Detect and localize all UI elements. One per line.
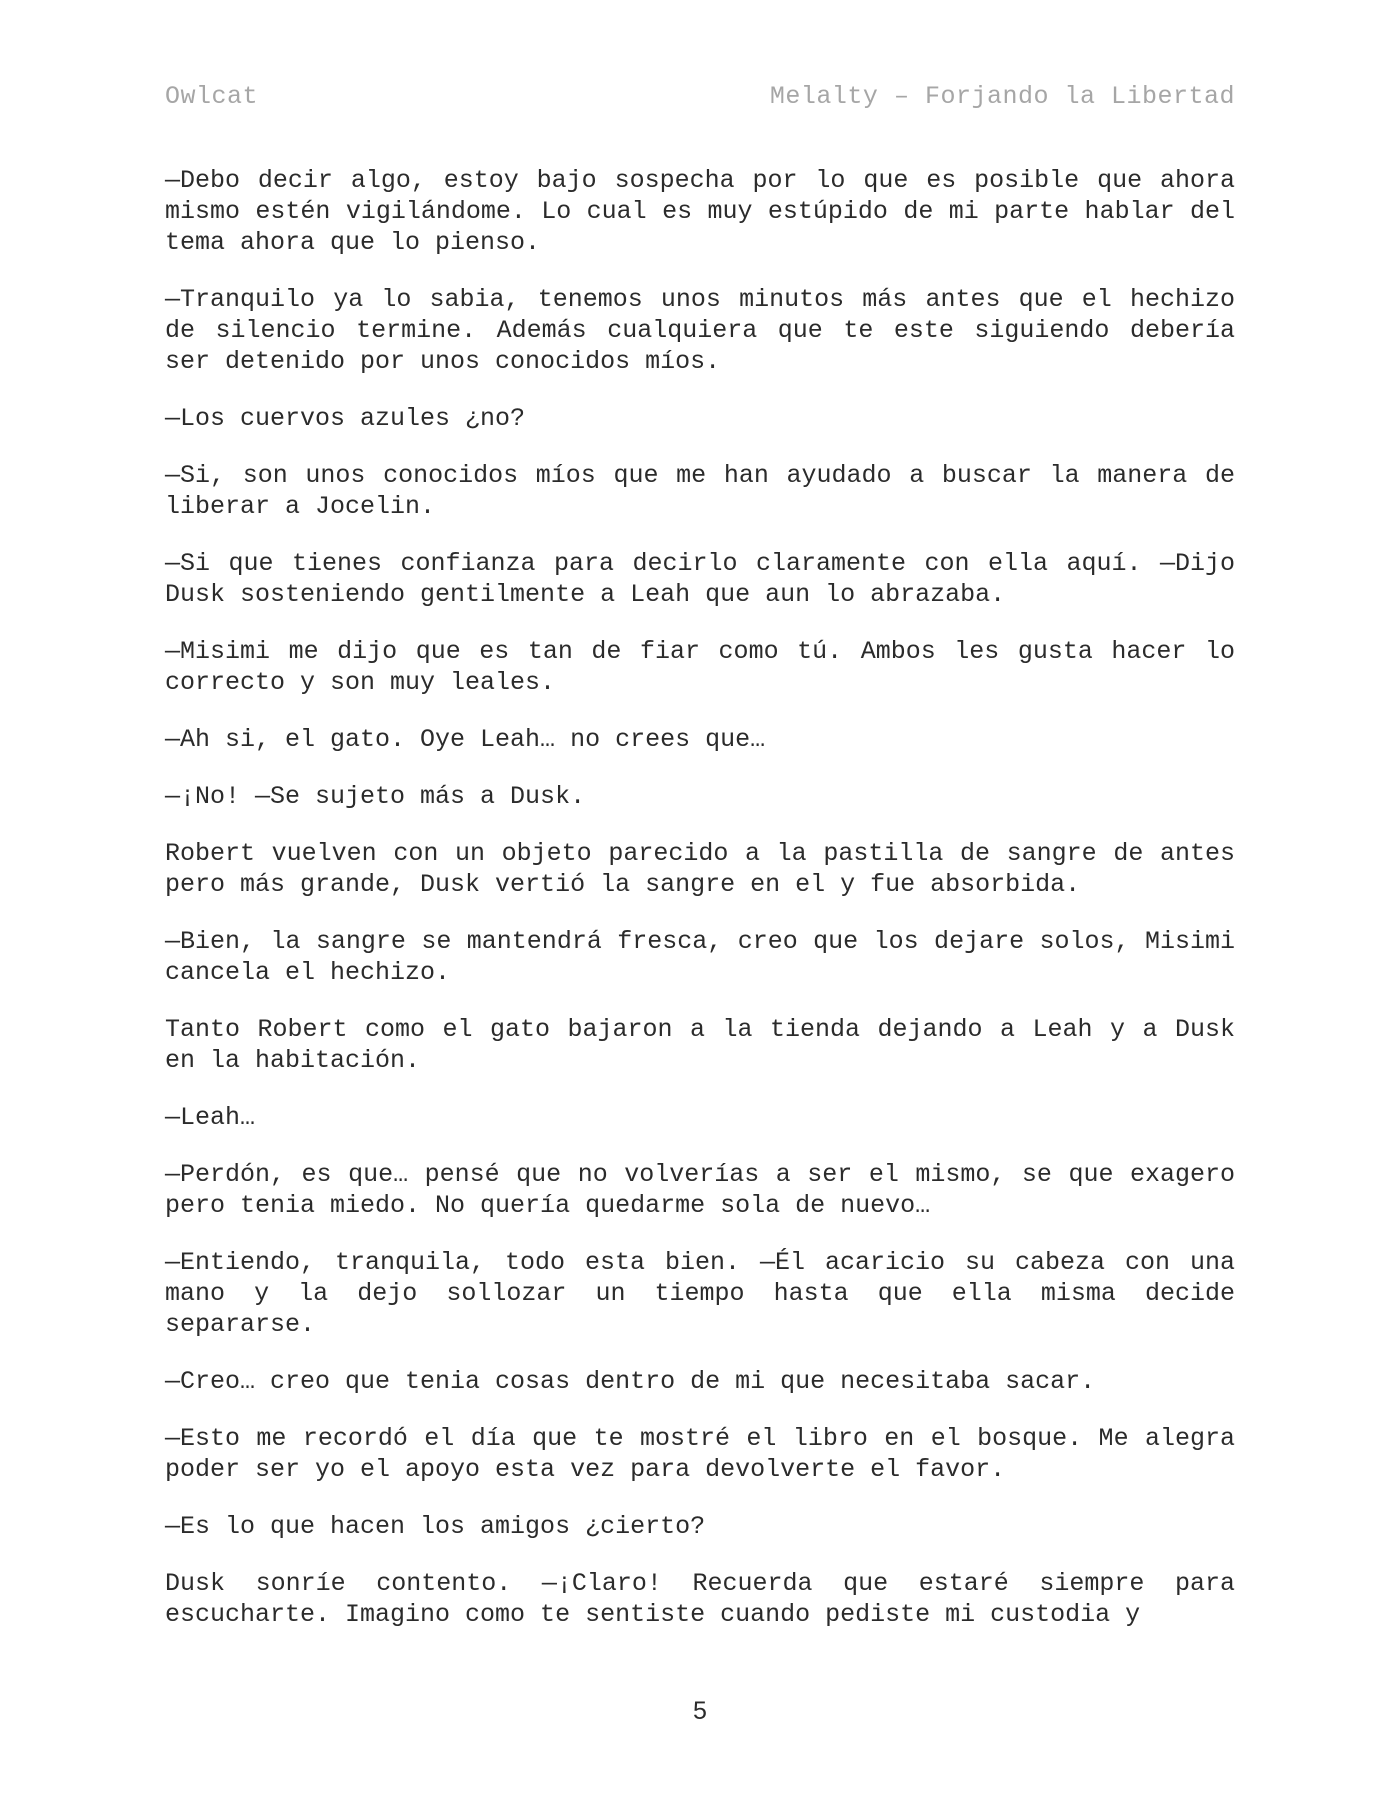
page-body xyxy=(165,165,1235,1656)
page-header xyxy=(165,82,1235,111)
paragraph: —Bien, la sangre se mantendrá fresca, creo que los dejare solos, Misimi cancela el hechizo. xyxy=(165,927,1235,987)
paragraph: —Si, son unos conocidos míos que me han ayudado a buscar la manera de liberar a Jocelin. xyxy=(165,461,1235,521)
paragraph: —Los cuervos azules ¿no? xyxy=(165,404,526,433)
paragraph: —Ah si, el gato. Oye Leah… no crees que… xyxy=(165,725,766,754)
paragraph: —Es lo que hacen los amigos ¿cierto? xyxy=(165,1512,706,1541)
page-number: 5 xyxy=(693,1697,707,1725)
paragraph: Tanto Robert como el gato bajaron a la tienda dejando a Leah y a Dusk en la habitación. xyxy=(165,1015,1235,1075)
paragraph: —Entiendo, tranquila, todo esta bien. —Él acaricio su cabeza con una mano y la dejo sollozar un tiempo hasta que ella misma decide separarse. xyxy=(165,1248,1235,1339)
paragraph: —Creo… creo que tenia cosas dentro de mi que necesitaba sacar. xyxy=(165,1367,1096,1396)
paragraph: —Misimi me dijo que es tan de fiar como tú. Ambos les gusta hacer lo correcto y son muy leales. xyxy=(165,637,1235,697)
paragraph: —Perdón, es que… pensé que no volverías a ser el mismo, se que exagero pero tenia miedo. No quería quedarme sola de nuevo… xyxy=(165,1160,1235,1220)
paragraph: Robert vuelven con un objeto parecido a la pastilla de sangre de antes pero más grande, Dusk vertió la sangre en el y fue absorbida. xyxy=(165,839,1235,899)
paragraph: —Si que tienes confianza para decirlo claramente con ella aquí. —Dijo Dusk sosteniendo gentilmente a Leah que aun lo abrazaba. xyxy=(165,549,1235,609)
paragraph: —Tranquilo ya lo sabia, tenemos unos minutos más antes que el hechizo de silencio termine. Además cualquiera que te este siguiendo debería ser detenido por unos conocidos míos. xyxy=(165,285,1235,376)
header-author: Owlcat xyxy=(165,82,259,111)
paragraph: Dusk sonríe contento. —¡Claro! Recuerda que estaré siempre para escucharte. Imagino como te sentiste cuando pediste mi custodia y xyxy=(165,1569,1235,1629)
header-title: Melalty – Forjando la Libertad xyxy=(769,82,1235,111)
paragraph: —Esto me recordó el día que te mostré el libro en el bosque. Me alegra poder ser yo el apoyo esta vez para devolverte el favor. xyxy=(165,1424,1235,1484)
paragraph: —Debo decir algo, estoy bajo sospecha por lo que es posible que ahora mismo estén vigilándome. Lo cual es muy estúpido de mi parte hablar del tema ahora que lo pienso. xyxy=(165,166,1235,257)
paragraph: —¡No! —Se sujeto más a Dusk. xyxy=(165,782,586,811)
paragraph: —Leah… xyxy=(165,1103,256,1132)
